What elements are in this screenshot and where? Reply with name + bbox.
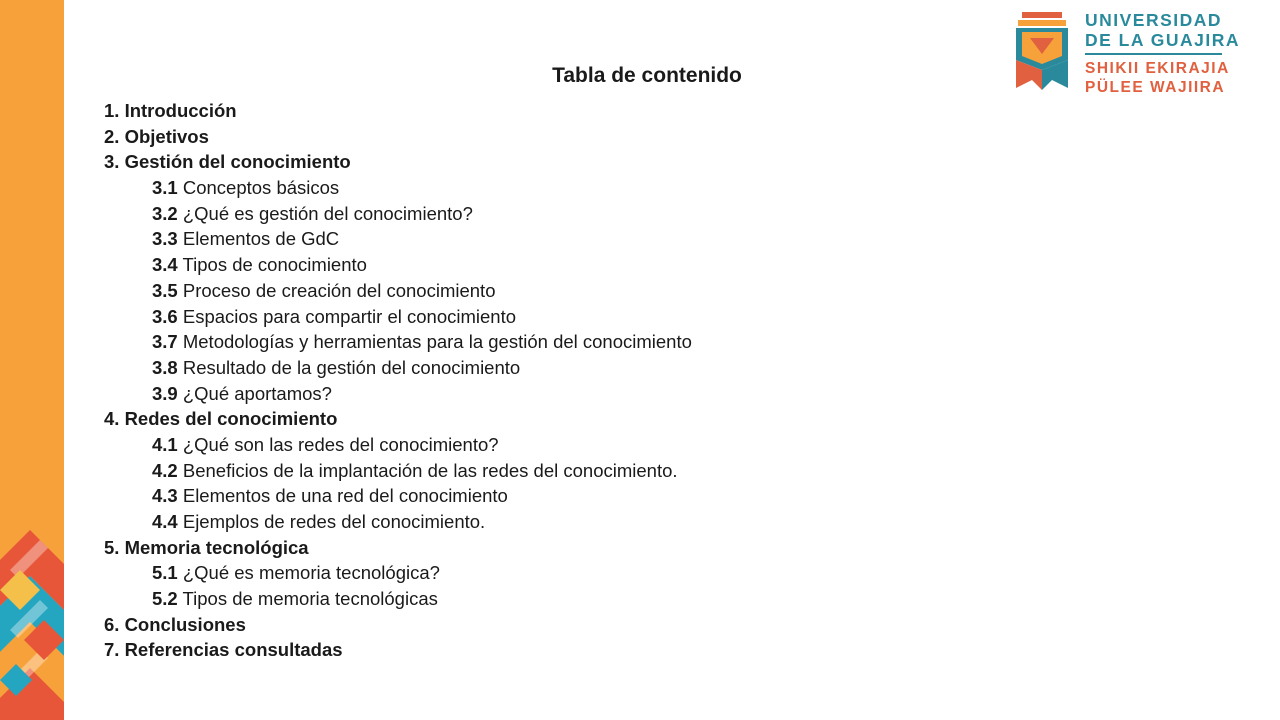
toc-item-text: Elementos de GdC — [177, 228, 340, 250]
table-of-contents — [104, 98, 692, 663]
toc-subsection-item — [104, 381, 692, 407]
toc-subsection-item — [104, 329, 692, 355]
toc-section-item: 6. Conclusiones — [104, 613, 246, 635]
toc-item-number: 3.2 — [152, 202, 178, 224]
toc-subsection-item — [104, 304, 692, 330]
toc-item-text: ¿Qué es gestión del conocimiento? — [177, 202, 473, 224]
toc-section-item: 4. Redes del conocimiento — [104, 408, 338, 430]
toc-subsection-item — [104, 560, 692, 586]
toc-subsection-item — [104, 458, 692, 484]
toc-subsection-item — [104, 509, 692, 535]
left-decorative-band — [0, 0, 64, 720]
toc-subsection-item — [104, 201, 692, 227]
logo-line-4: PÜLEE WAJIIRA — [1085, 79, 1226, 96]
toc-item-text: Ejemplos de redes del conocimiento. — [177, 511, 486, 532]
toc-item-number: 3.5 — [152, 279, 178, 301]
woven-pattern-icon — [0, 0, 64, 720]
toc-item-text: Metodologías y herramientas para la gestión del conocimiento — [177, 331, 692, 353]
toc-item-text: Proceso de creación del conocimiento — [177, 279, 496, 301]
toc-item-number: 4.1 — [152, 433, 178, 455]
toc-subsection-item — [104, 483, 692, 509]
toc-subsection-item — [104, 355, 692, 381]
toc-subsection-item — [104, 432, 692, 458]
toc-subsection-item — [104, 252, 692, 278]
toc-section-item: 1. Introducción — [104, 100, 237, 121]
toc-item-text: ¿Qué es memoria tecnológica? — [177, 562, 440, 584]
toc-item-number: 3.8 — [152, 356, 178, 378]
toc-item-text: Conceptos básicos — [177, 177, 340, 199]
toc-section-item: 7. Referencias consultadas — [104, 639, 343, 661]
toc-item-text: Resultado de la gestión del conocimiento — [177, 356, 521, 378]
toc-item-number: 4.4 — [152, 511, 178, 532]
toc-subsection-item — [104, 175, 692, 201]
logo-line-3: SHIKII EKIRAJIA — [1085, 60, 1230, 77]
toc-item-number: 3.1 — [152, 177, 178, 199]
toc-item-number: 4.2 — [152, 459, 178, 481]
toc-item-text: ¿Qué aportamos? — [177, 382, 332, 404]
page-title: Tabla de contenido — [552, 64, 742, 87]
toc-item-number: 3.9 — [152, 382, 178, 404]
logo-line-1: UNIVERSIDAD — [1085, 10, 1223, 30]
toc-item-text: Elementos de una red del conocimiento — [177, 485, 508, 507]
toc-item-text: ¿Qué son las redes del conocimiento? — [177, 433, 499, 455]
toc-item-number: 5.1 — [152, 562, 178, 584]
toc-item-number: 5.2 — [152, 588, 178, 610]
logo-line-2: DE LA GUAJIRA — [1085, 30, 1240, 50]
toc-section-item: 3. Gestión del conocimiento — [104, 151, 351, 173]
toc-item-number: 3.3 — [152, 228, 178, 250]
toc-section-item: 2. Objetivos — [104, 125, 209, 147]
toc-subsection-item — [104, 586, 692, 612]
toc-subsection-item — [104, 226, 692, 252]
toc-item-number: 3.7 — [152, 331, 178, 353]
toc-item-text: Beneficios de la implantación de las redes del conocimiento. — [177, 459, 678, 481]
toc-item-number: 4.3 — [152, 485, 178, 507]
toc-item-number: 3.4 — [152, 254, 178, 276]
toc-subsection-item — [104, 278, 692, 304]
toc-item-text: Tipos de memoria tecnológicas — [177, 588, 438, 610]
toc-item-number: 3.6 — [152, 305, 178, 327]
toc-item-text: Espacios para compartir el conocimiento — [177, 305, 517, 327]
toc-item-text: Tipos de conocimiento — [177, 254, 367, 276]
toc-section-item: 5. Memoria tecnológica — [104, 536, 309, 558]
logo-divider — [1085, 53, 1222, 55]
